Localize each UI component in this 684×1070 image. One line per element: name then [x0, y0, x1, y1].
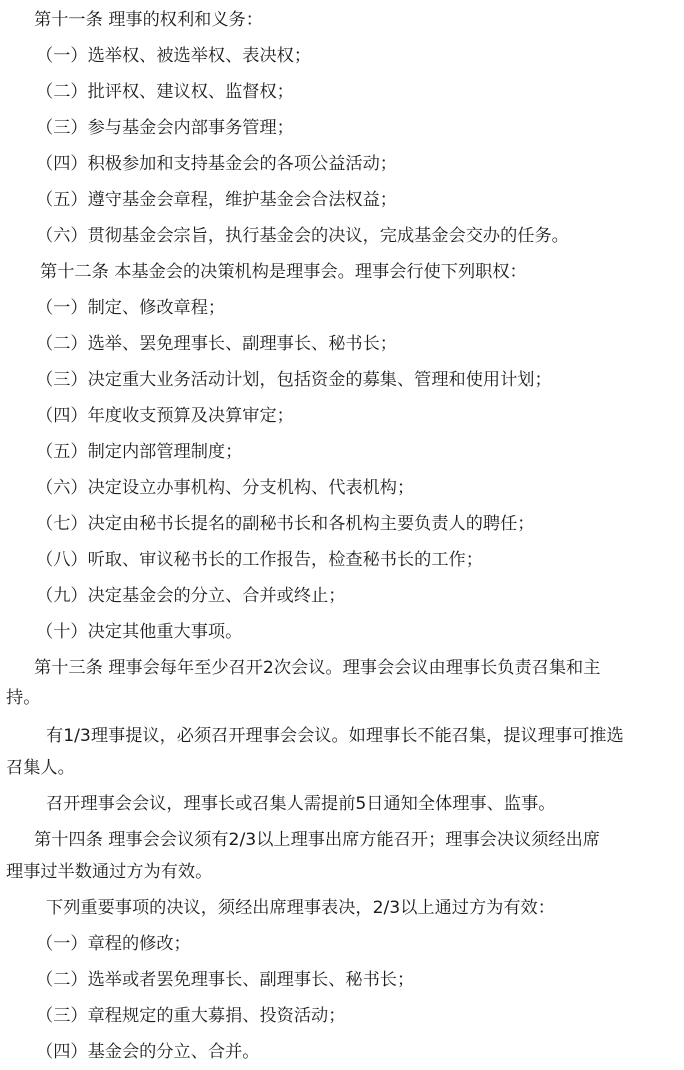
paragraph-continuation: 持。 — [6, 688, 41, 708]
list-item: （六）贯彻基金会宗旨，执行基金会的决议，完成基金会交办的任务。 — [36, 226, 569, 246]
article-13-heading: 第十三条 理事会每年至少召开2次会议。理事会会议由理事长负责召集和主 — [34, 658, 601, 678]
paragraph-continuation: 召集人。 — [6, 758, 75, 778]
list-item: （二）选举或者罢免理事长、副理事长、秘书长； — [36, 970, 415, 990]
list-item: （三）决定重大业务活动计划，包括资金的募集、管理和使用计划； — [36, 370, 552, 390]
paragraph: 有1/3理事提议，必须召开理事会会议。如理事长不能召集，提议理事可推选 — [46, 726, 624, 746]
list-item: （一）章程的修改； — [36, 934, 191, 954]
list-item: （七）决定由秘书长提名的副秘书长和各机构主要负责人的聘任； — [36, 514, 535, 534]
paragraph-continuation: 理事过半数通过方为有效。 — [6, 862, 213, 882]
list-item: （三）参与基金会内部事务管理； — [36, 118, 294, 138]
article-11-heading: 第十一条 理事的权利和义务： — [34, 10, 263, 30]
article-14-heading: 第十四条 理事会会议须有2/3以上理事出席方能召开；理事会决议须经出席 — [34, 830, 600, 850]
list-item: （十）决定其他重大事项。 — [36, 622, 243, 642]
list-item: （四）基金会的分立、合并。 — [36, 1042, 260, 1062]
list-item: （二）选举、罢免理事长、副理事长、秘书长； — [36, 334, 397, 354]
list-item: （一）制定、修改章程； — [36, 298, 226, 318]
list-item: （八）听取、审议秘书长的工作报告，检查秘书长的工作； — [36, 550, 483, 570]
list-item: （六）决定设立办事机构、分支机构、代表机构； — [36, 478, 415, 498]
list-item: （四）积极参加和支持基金会的各项公益活动； — [36, 154, 397, 174]
paragraph: 召开理事会会议，理事长或召集人需提前5日通知全体理事、监事。 — [46, 794, 556, 814]
list-item: （五）制定内部管理制度； — [36, 442, 243, 462]
list-item: （二）批评权、建议权、监督权； — [36, 82, 294, 102]
list-item: （九）决定基金会的分立、合并或终止； — [36, 586, 346, 606]
paragraph: 下列重要事项的决议，须经出席理事表决，2/3以上通过方为有效： — [46, 898, 555, 918]
list-item: （三）章程规定的重大募捐、投资活动； — [36, 1006, 346, 1026]
list-item: （一）选举权、被选举权、表决权； — [36, 46, 312, 66]
list-item: （四）年度收支预算及决算审定； — [36, 406, 294, 426]
article-12-heading: 第十二条 本基金会的决策机构是理事会。理事会行使下列职权： — [40, 262, 527, 282]
list-item: （五）遵守基金会章程，维护基金会合法权益； — [36, 190, 397, 210]
